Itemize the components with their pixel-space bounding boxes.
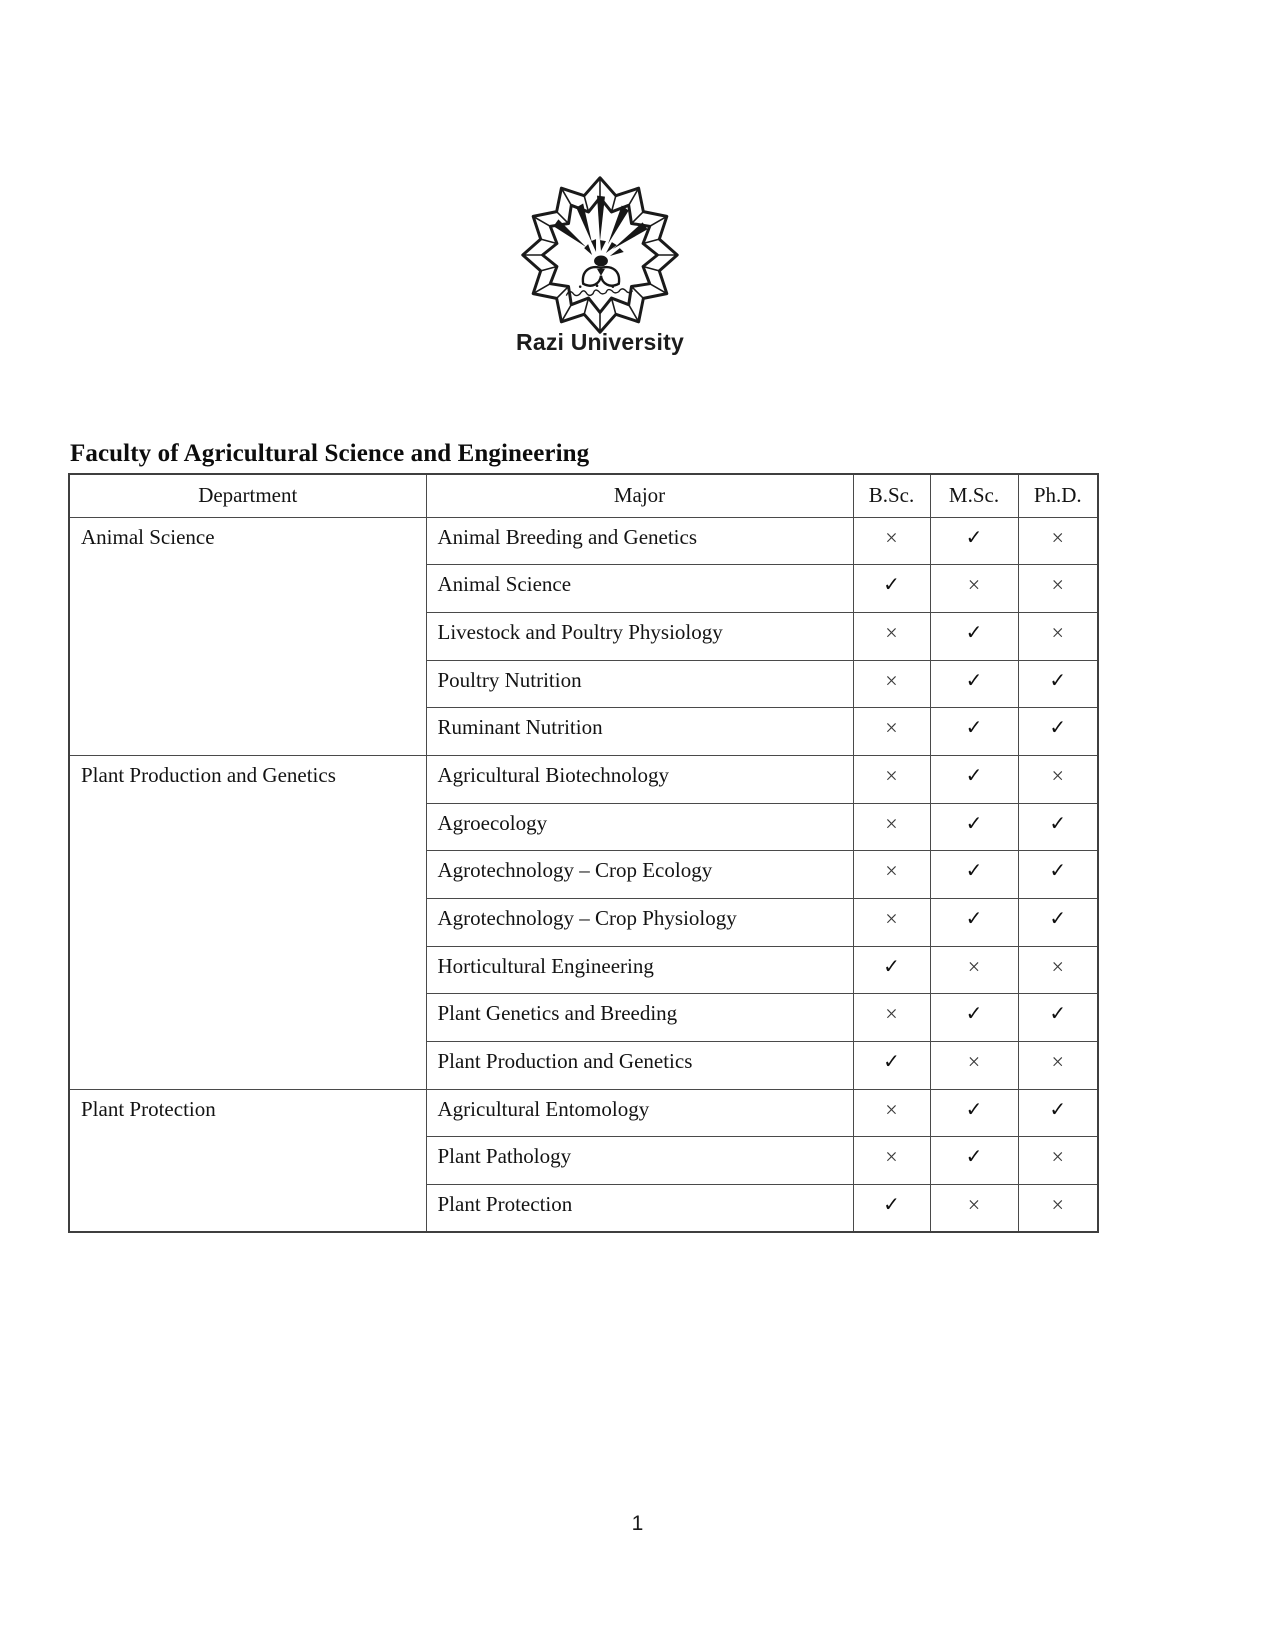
major-cell: Livestock and Poultry Physiology: [426, 612, 853, 660]
degree-cell-bsc: [853, 1042, 930, 1090]
check-mark-icon: ✓: [1049, 1096, 1067, 1121]
table-row: [69, 1089, 1098, 1137]
degree-cell-msc: [930, 755, 1018, 803]
university-logo: [501, 156, 699, 354]
check-mark-icon: ✓: [965, 810, 983, 835]
table-row: [69, 517, 1098, 565]
degree-cell-msc: [930, 1185, 1018, 1233]
cross-mark-icon: ×: [885, 906, 898, 931]
cross-mark-icon: ×: [967, 1192, 981, 1218]
cross-mark-icon: ×: [1051, 524, 1064, 550]
degree-cell-bsc: [853, 517, 930, 565]
cross-mark-icon: ×: [1051, 1049, 1064, 1075]
logo-wordmark: Razi University: [516, 329, 684, 355]
cross-mark-icon: ×: [885, 667, 898, 693]
check-mark-icon: ✓: [883, 953, 900, 978]
major-cell: Animal Science: [426, 565, 853, 613]
degree-cell-bsc: [853, 1089, 930, 1137]
column-header-bsc: B.Sc.: [853, 474, 930, 517]
degree-cell-phd: [1018, 899, 1098, 947]
check-mark-icon: ✓: [965, 1001, 983, 1026]
degree-cell-phd: [1018, 1042, 1098, 1090]
cross-mark-icon: ×: [967, 953, 981, 979]
degree-cell-phd: [1018, 803, 1098, 851]
check-mark-icon: ✓: [965, 762, 983, 787]
cross-mark-icon: ×: [1051, 762, 1064, 788]
cross-mark-icon: ×: [885, 810, 898, 836]
degree-cell-bsc: [853, 994, 930, 1042]
razi-university-logo-icon: [501, 156, 699, 354]
degree-cell-phd: [1018, 1137, 1098, 1185]
degree-cell-phd: [1018, 994, 1098, 1042]
column-header-phd: Ph.D.: [1018, 474, 1098, 517]
check-mark-icon: ✓: [1049, 858, 1067, 883]
cross-mark-icon: ×: [967, 572, 981, 598]
degree-cell-msc: [930, 1089, 1018, 1137]
degree-cell-msc: [930, 946, 1018, 994]
page-number: 1: [631, 1512, 644, 1535]
department-cell: Plant Protection: [69, 1089, 426, 1232]
cross-mark-icon: ×: [1051, 572, 1064, 598]
major-cell: Agroecology: [426, 803, 853, 851]
degree-cell-msc: [930, 708, 1018, 756]
major-cell: Plant Production and Genetics: [426, 1042, 853, 1090]
degree-cell-bsc: [853, 1137, 930, 1185]
degree-cell-msc: [930, 1137, 1018, 1185]
degree-cell-phd: [1018, 660, 1098, 708]
degree-cell-msc: [930, 1042, 1018, 1090]
department-cell: Animal Science: [69, 517, 426, 755]
cross-mark-icon: ×: [1051, 953, 1064, 979]
table-row: [69, 755, 1098, 803]
check-mark-icon: ✓: [1049, 906, 1067, 930]
degree-cell-bsc: [853, 946, 930, 994]
page-title: Faculty of Agricultural Science and Engineering: [70, 440, 590, 467]
check-mark-icon: ✓: [965, 715, 983, 740]
major-cell: Poultry Nutrition: [426, 660, 853, 708]
major-cell: Ruminant Nutrition: [426, 708, 853, 756]
cross-mark-icon: ×: [885, 715, 898, 741]
department-cell: Plant Production and Genetics: [69, 755, 426, 1089]
check-mark-icon: ✓: [1049, 1001, 1067, 1026]
cross-mark-icon: ×: [1051, 619, 1064, 645]
degree-cell-phd: [1018, 612, 1098, 660]
degree-cell-phd: [1018, 946, 1098, 994]
degree-cell-bsc: [853, 803, 930, 851]
degree-cell-msc: [930, 612, 1018, 660]
major-cell: Horticultural Engineering: [426, 946, 853, 994]
degree-cell-phd: [1018, 755, 1098, 803]
degree-cell-bsc: [853, 612, 930, 660]
degree-cell-phd: [1018, 565, 1098, 613]
check-mark-icon: ✓: [965, 667, 983, 692]
degree-cell-phd: [1018, 851, 1098, 899]
degree-cell-bsc: [853, 565, 930, 613]
major-cell: Plant Pathology: [426, 1137, 853, 1185]
degree-cell-bsc: [853, 660, 930, 708]
cross-mark-icon: ×: [1051, 1144, 1064, 1170]
check-mark-icon: ✓: [883, 1192, 900, 1217]
degree-cell-msc: [930, 899, 1018, 947]
degree-cell-msc: [930, 851, 1018, 899]
check-mark-icon: ✓: [883, 572, 900, 597]
check-mark-icon: ✓: [1049, 810, 1067, 835]
check-mark-icon: ✓: [965, 858, 983, 883]
check-mark-icon: ✓: [965, 524, 983, 549]
major-cell: Plant Genetics and Breeding: [426, 994, 853, 1042]
degree-cell-bsc: [853, 755, 930, 803]
degree-cell-bsc: [853, 899, 930, 947]
check-mark-icon: ✓: [965, 906, 983, 930]
check-mark-icon: ✓: [883, 1049, 900, 1074]
check-mark-icon: ✓: [965, 1096, 983, 1121]
column-header-major: Major: [426, 474, 853, 517]
major-cell: Agrotechnology – Crop Physiology: [426, 899, 853, 947]
major-cell: Agricultural Entomology: [426, 1089, 853, 1137]
degree-cell-msc: [930, 994, 1018, 1042]
check-mark-icon: ✓: [1049, 667, 1067, 692]
check-mark-icon: ✓: [965, 1144, 983, 1169]
degree-cell-phd: [1018, 517, 1098, 565]
cross-mark-icon: ×: [885, 619, 898, 645]
cross-mark-icon: ×: [885, 1096, 898, 1122]
degree-cell-msc: [930, 565, 1018, 613]
cross-mark-icon: ×: [885, 524, 898, 550]
degree-cell-bsc: [853, 708, 930, 756]
check-mark-icon: ✓: [965, 619, 983, 644]
major-cell: Agrotechnology – Crop Ecology: [426, 851, 853, 899]
cross-mark-icon: ×: [1051, 1192, 1064, 1218]
major-cell: Agricultural Biotechnology: [426, 755, 853, 803]
check-mark-icon: ✓: [1049, 715, 1067, 740]
cross-mark-icon: ×: [967, 1049, 981, 1075]
major-cell: Animal Breeding and Genetics: [426, 517, 853, 565]
programs-table: [68, 473, 1099, 1233]
cross-mark-icon: ×: [885, 1144, 898, 1170]
degree-cell-msc: [930, 803, 1018, 851]
column-header-msc: M.Sc.: [930, 474, 1018, 517]
major-cell: Plant Protection: [426, 1185, 853, 1233]
degree-cell-phd: [1018, 1089, 1098, 1137]
degree-cell-bsc: [853, 1185, 930, 1233]
degree-cell-bsc: [853, 851, 930, 899]
cross-mark-icon: ×: [885, 762, 898, 788]
degree-cell-phd: [1018, 1185, 1098, 1233]
column-header-department: Department: [69, 474, 426, 517]
table-header-row: [69, 474, 1098, 517]
degree-cell-phd: [1018, 708, 1098, 756]
degree-cell-msc: [930, 660, 1018, 708]
cross-mark-icon: ×: [885, 858, 898, 884]
degree-cell-msc: [930, 517, 1018, 565]
cross-mark-icon: ×: [885, 1001, 898, 1027]
